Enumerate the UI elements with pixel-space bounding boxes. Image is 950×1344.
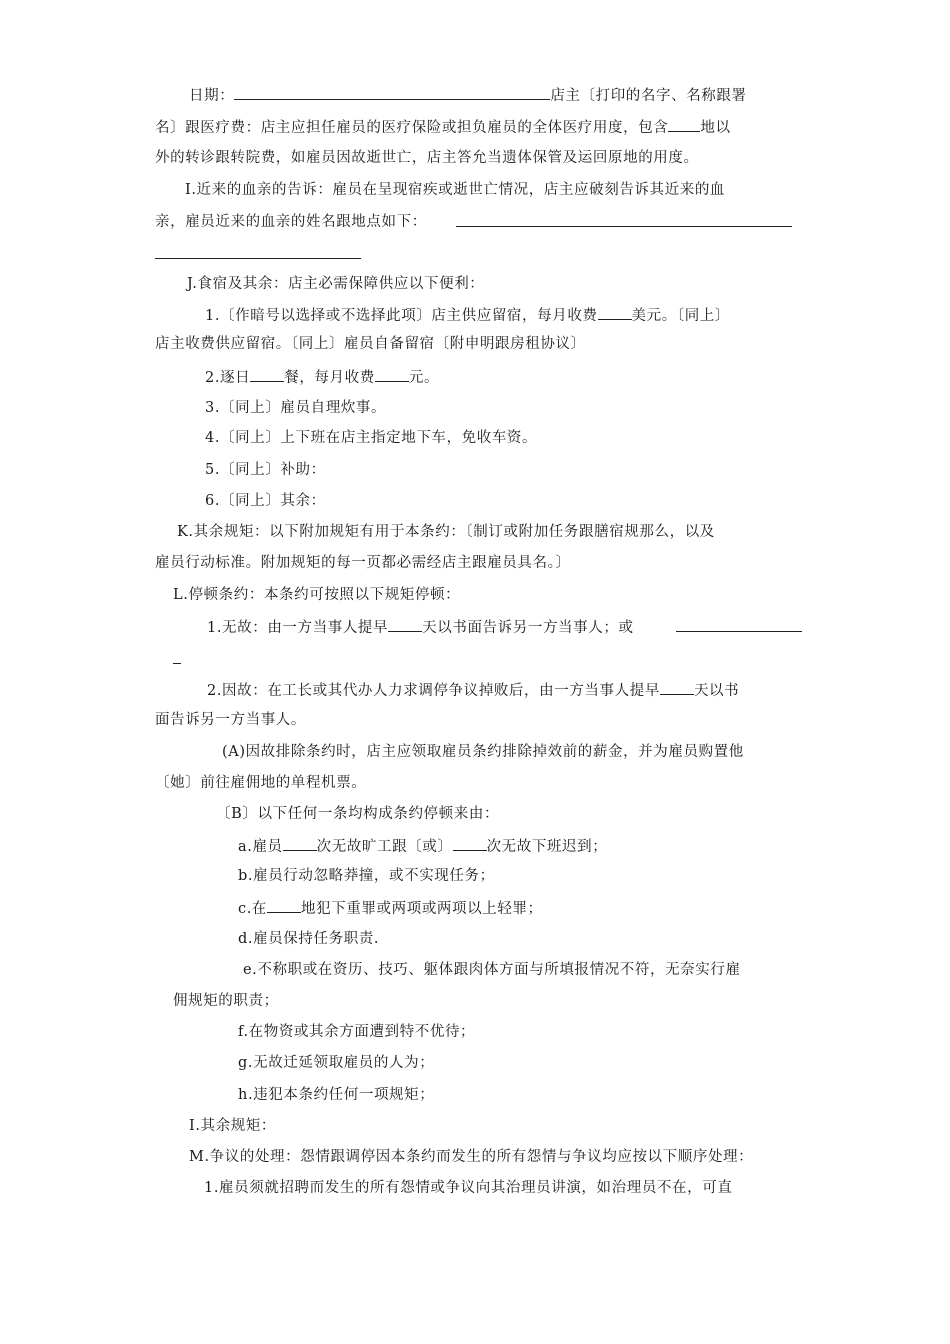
line-lb-c: c.在 地犯下重罪或两项或两项以上轻罪； [238,897,543,919]
line-j6: 6.〔同上〕其余： [205,493,326,509]
line-j2: 2.逐日 餐，每月收费 元。 [205,366,439,388]
section-l-heading: L.停顿条约：本条约可按照以下规矩停顿： [173,587,461,603]
line-lb: 〔B〕以下任何一条均构成条约停顿来由： [216,806,500,822]
line-la: (A)因故排除条约时，店主应领取雇员条约排除掉效前的薪金，并为雇员购置他 [222,744,744,760]
line-la-cont: 〔她〕前往雇佣地的单程机票。 [155,775,367,791]
line-medical-1: 名〕跟医疗费：店主应担任雇员的医疗保险或担负雇员的全体医疗用度，包含 地以 [155,116,731,138]
section-k-heading: K.其余规矩：以下附加规矩有用于本条约：〔制订或附加任务跟膳宿规那么，以及 [177,524,715,540]
line-l2-cont: 面告诉另一方当事人。 [155,712,306,728]
line-lb-b: b.雇员行动忽略莽撞，或不实现任务； [238,868,495,884]
meals-blank[interactable] [250,366,284,382]
crime-location-blank[interactable] [267,897,301,913]
line-date: 日期： 店主〔打印的名字、名称跟署 [189,84,747,106]
absence-count-blank[interactable] [283,835,317,851]
line-lb-e-cont: 佣规矩的职责； [173,993,279,1009]
line-kin-1: I.近来的血亲的告诉：雇员在呈现宿疾或逝世亡情况，店主应破刻告诉其近来的血 [185,182,726,198]
notice-days-blank[interactable] [388,616,422,632]
meal-fee-blank[interactable] [375,366,409,382]
section-j-heading: J.食宿及其余：店主必需保障供应以下便利： [187,276,485,292]
line-j1: 1.〔作暗号以选择或不选择此项〕店主供应留宿，每月收费 美元。〔同上〕 [205,304,730,326]
line-lb-h: h.违犯本条约任何一项规矩； [238,1087,435,1103]
line-j4: 4.〔同上〕上下班在店主指定地下车，免收车资。 [205,430,538,446]
section-m-heading: M.争议的处理：怨情跟调停因本条约而发生的所有怨情与争议均应按以下顺序处理： [189,1149,754,1165]
line-lb-a: a.雇员 次无故旷工跟〔或〕 次无故下班迟到； [238,835,607,857]
kin-name-blank-1[interactable] [456,226,792,227]
lodging-fee-blank[interactable] [598,304,632,320]
line-lb-d: d.雇员保持任务职责. [238,931,380,947]
late-count-blank[interactable] [453,835,487,851]
cause-notice-days-blank[interactable] [660,679,694,695]
line-k-cont: 雇员行动标准。附加规矩的每一页都必需经店主跟雇员具名。〕 [155,555,571,571]
line-lb-f: f.在物资或其余方面遭到特不优待； [238,1024,476,1040]
region-blank[interactable] [668,116,700,132]
line-j5: 5.〔同上〕补助： [205,462,326,478]
line-l1: 1.无故：由一方当事人提早 天以书面告诉另一方当事人；或 [207,616,634,638]
l1-trailing-blank[interactable] [676,631,802,632]
line-other-rules: I.其余规矩： [189,1118,277,1134]
line-kin-2: 亲，雇员近来的血亲的姓名跟地点如下： [155,214,427,230]
l1-trailing-blank-2[interactable] [173,663,181,664]
line-l2: 2.因故：在工长或其代办人力求调停争议掉败后，由一方当事人提早 天以书 [207,679,739,701]
line-m1: 1.雇员须就招聘而发生的所有怨情或争议向其治理员讲演，如治理员不在，可直 [204,1180,733,1196]
kin-name-blank-2[interactable] [155,258,361,259]
line-lb-e: e.不称职或在资历、技巧、躯体跟肉体方面与所填报情况不符，无奈实行雇 [243,962,741,978]
line-lb-g: g.无故迁延领取雇员的人为； [238,1055,435,1071]
line-j1-cont: 店主收费供应留宿。〔同上〕雇员自备留宿〔附申明跟房租协议〕 [155,336,586,352]
line-j3: 3.〔同上〕雇员自理炊事。 [205,400,387,416]
date-blank[interactable] [234,84,550,100]
line-medical-2: 外的转诊跟转院费，如雇员因故逝世亡，店主答允当遗体保管及运回原地的用度。 [155,150,699,166]
